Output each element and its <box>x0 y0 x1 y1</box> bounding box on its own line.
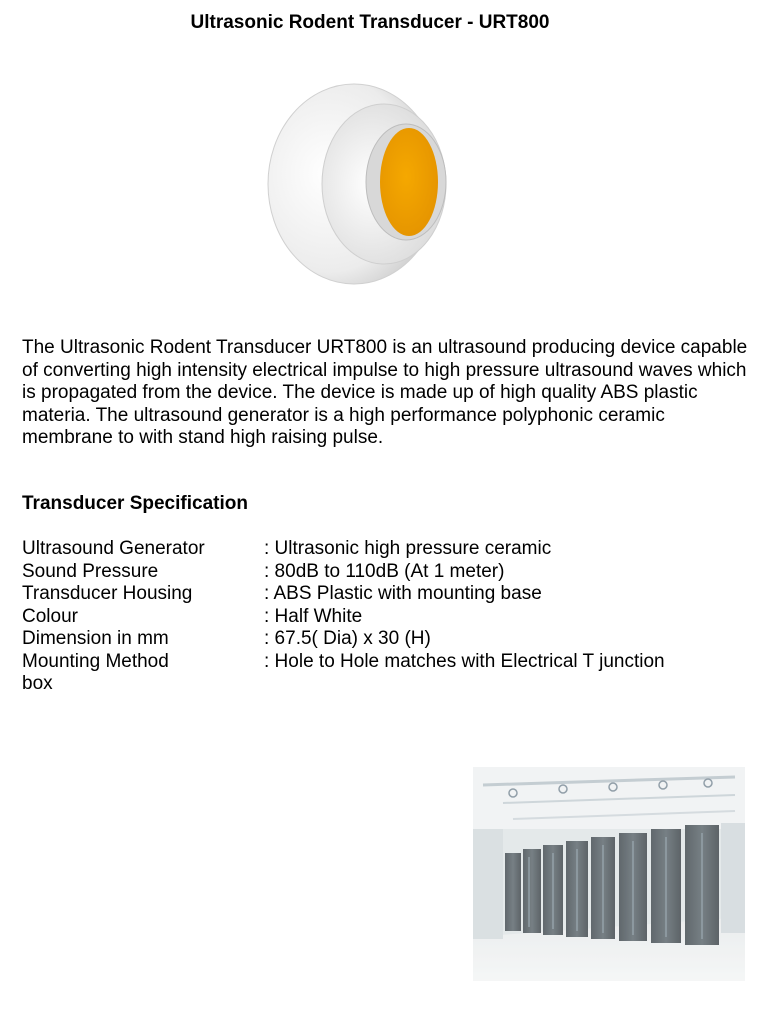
spec-value: : 67.5( Dia) x 30 (H) <box>264 628 431 649</box>
spec-tail: box <box>22 673 53 694</box>
transducer-image <box>266 78 452 288</box>
spec-row <box>22 538 752 561</box>
spec-label: Sound Pressure <box>22 560 159 582</box>
spec-row <box>22 583 752 606</box>
spec-value: : Ultrasonic high pressure ceramic <box>264 538 552 559</box>
spec-row <box>22 651 752 674</box>
spec-label: Colour <box>22 605 78 627</box>
spec-label: Dimension in mm <box>22 628 169 649</box>
spec-row <box>22 561 752 584</box>
spec-label: Ultrasound Generator <box>22 538 205 559</box>
page-title: Ultrasonic Rodent Transducer - URT800 <box>190 12 550 33</box>
spec-value: : Half White <box>264 605 363 627</box>
spec-label: Transducer Housing <box>22 583 193 604</box>
spec-value: : ABS Plastic with mounting base <box>264 583 542 604</box>
photo-wash <box>473 767 745 981</box>
spec-table <box>22 538 752 696</box>
spec-heading: Transducer Specification <box>22 493 248 514</box>
transducer-ceramic-core <box>380 128 438 236</box>
spec-row <box>22 606 752 629</box>
spec-label: Mounting Method <box>22 650 169 672</box>
server-room-photo <box>473 767 745 981</box>
product-description: The Ultrasonic Rodent Transducer URT800 is an ultrasound producing device capable of converting high intensity electrical impulse to high pressure ultrasound waves which is propagated from the device. The device is made up of high quality ABS plastic materia. The ultrasound generator is a high performance polyphonic ceramic membrane to with stand high raising pulse. <box>22 337 748 448</box>
spec-row <box>22 628 752 651</box>
spec-value: : Hole to Hole matches with Electrical T junction <box>264 650 665 672</box>
spec-value: : 80dB to 110dB (At 1 meter) <box>264 560 505 582</box>
